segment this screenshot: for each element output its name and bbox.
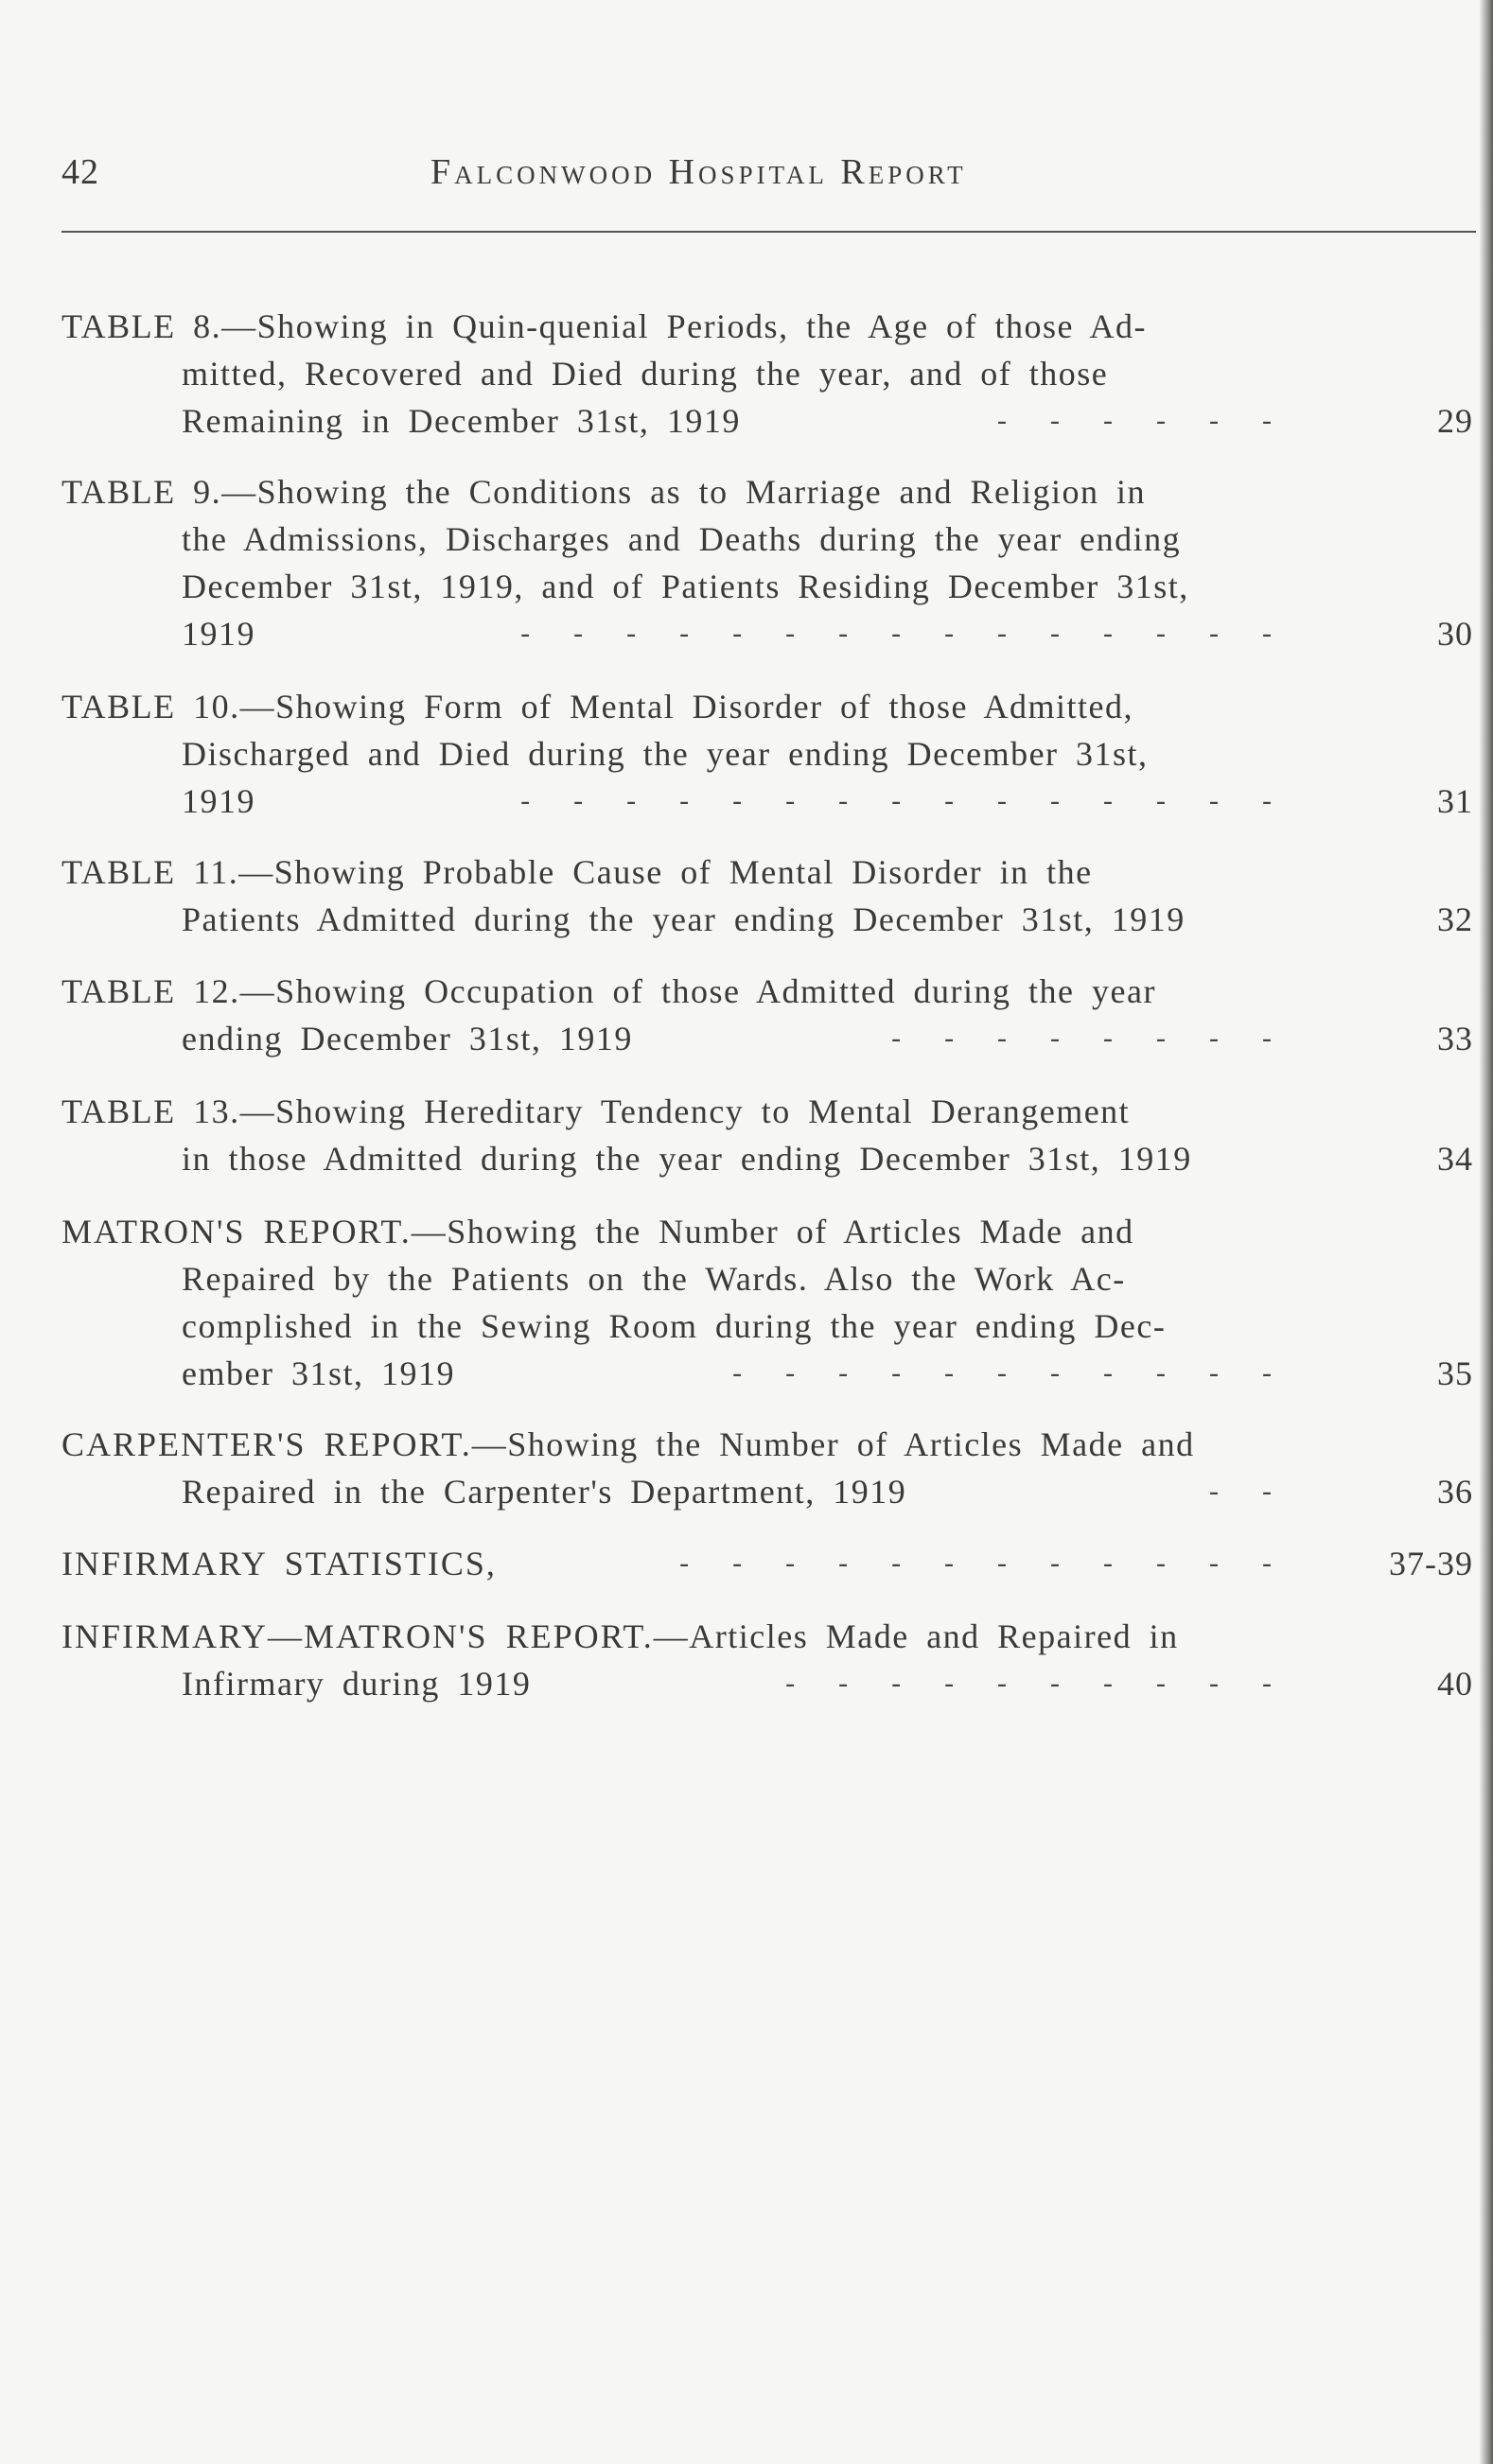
toc-entry-line: 1919: [182, 615, 255, 653]
toc-entry-line: TABLE 8.—Showing in Quin-quenial Periods, the Age of those Ad-: [61, 307, 1148, 345]
toc-entry-line: ember 31st, 1919: [182, 1354, 455, 1392]
toc-entry: [61, 1088, 1481, 1182]
toc-entry-line: Discharged and Died during the year ending December 31st,: [182, 735, 1149, 773]
toc-entry-line: MATRON'S REPORT.—Showing the Number of Articles Made and: [61, 1213, 1134, 1250]
toc-page-number: 35: [1437, 1354, 1473, 1392]
toc-entry-label: MATRON'S REPORT.: [61, 1213, 412, 1250]
toc-entry-line: Remaining in December 31st, 1919: [182, 402, 741, 440]
toc-page-number: 34: [1437, 1140, 1473, 1178]
toc-entry-line: Repaired by the Patients on the Wards. Also the Work Ac-: [182, 1260, 1126, 1298]
toc-page-number: 36: [1437, 1473, 1473, 1511]
toc-leader: ---------------: [520, 785, 1315, 816]
toc-leader: --: [1209, 1476, 1315, 1507]
toc-entry: [61, 468, 1481, 657]
toc-entry-line: INFIRMARY—MATRON'S REPORT.—Articles Made and Repaired in: [61, 1617, 1179, 1655]
toc-entry-line: in those Admitted during the year ending December 31st, 1919: [182, 1140, 1192, 1178]
toc-leader: -----------: [732, 1357, 1315, 1389]
toc-page-number: 29: [1437, 402, 1473, 440]
toc-page-number: 30: [1437, 615, 1473, 653]
toc-entry-line: December 31st, 1919, and of Patients Residing December 31st,: [182, 568, 1189, 605]
toc-leader: --------: [891, 1022, 1315, 1054]
toc-entry-line: Repaired in the Carpenter's Department, 1919: [182, 1473, 907, 1511]
toc-entry: [61, 1613, 1481, 1707]
toc-entry-line: mitted, Recovered and Died during the year, and of those: [182, 355, 1109, 393]
toc-page-number: 37-39: [1389, 1545, 1473, 1582]
toc-entry-label: CARPENTER'S REPORT.: [61, 1425, 472, 1463]
toc-entry-line: TABLE 11.—Showing Probable Cause of Mental Disorder in the: [61, 853, 1093, 891]
toc-page-number: 40: [1437, 1665, 1473, 1703]
toc-entry: [61, 1421, 1481, 1515]
toc-page-number: 31: [1437, 782, 1473, 820]
toc-entry-line: 1919: [182, 782, 255, 820]
toc-entry: [61, 1540, 1481, 1587]
toc-entry-line: TABLE 13.—Showing Hereditary Tendency to Mental Derangement: [61, 1092, 1131, 1130]
toc-leader: ------: [997, 405, 1315, 436]
toc-entry-line: ending December 31st, 1919: [182, 1020, 633, 1057]
toc-leader: ---------------: [520, 618, 1315, 649]
toc-page-number: 32: [1437, 900, 1473, 938]
toc-entry-line: CARPENTER'S REPORT.—Showing the Number of Articles Made and: [61, 1425, 1195, 1463]
page-number: 42: [61, 152, 99, 192]
toc-leader: ----------: [785, 1668, 1315, 1699]
toc-entry-label: INFIRMARY—MATRON'S REPORT.: [61, 1617, 654, 1655]
toc-entry-line: Infirmary during 1919: [182, 1665, 532, 1703]
toc-entry: [61, 1208, 1481, 1397]
toc-entry-line: complished in the Sewing Room during the year ending Dec-: [182, 1307, 1167, 1345]
toc-leader: ------------: [679, 1547, 1315, 1579]
toc-entry-label: INFIRMARY STATISTICS,: [61, 1545, 497, 1582]
toc-page-number: 33: [1437, 1020, 1473, 1057]
toc-entry-line: TABLE 9.—Showing the Conditions as to Marriage and Religion in: [61, 473, 1147, 511]
toc-entry-line: TABLE 12.—Showing Occupation of those Admitted during the year: [61, 972, 1156, 1010]
toc-entry-line: the Admissions, Discharges and Deaths during the year ending: [182, 520, 1182, 558]
running-title: Falconwood Hospital Report: [430, 152, 967, 192]
toc-entry: [61, 683, 1481, 825]
toc-entry-line: TABLE 10.—Showing Form of Mental Disorder of those Admitted,: [61, 688, 1134, 725]
toc-entry-line: [61, 1540, 497, 1587]
toc-entry: [61, 303, 1481, 445]
toc-entry-line: Patients Admitted during the year ending December 31st, 1919: [182, 900, 1186, 938]
toc-entry: [61, 968, 1481, 1062]
toc-entry: [61, 848, 1481, 943]
